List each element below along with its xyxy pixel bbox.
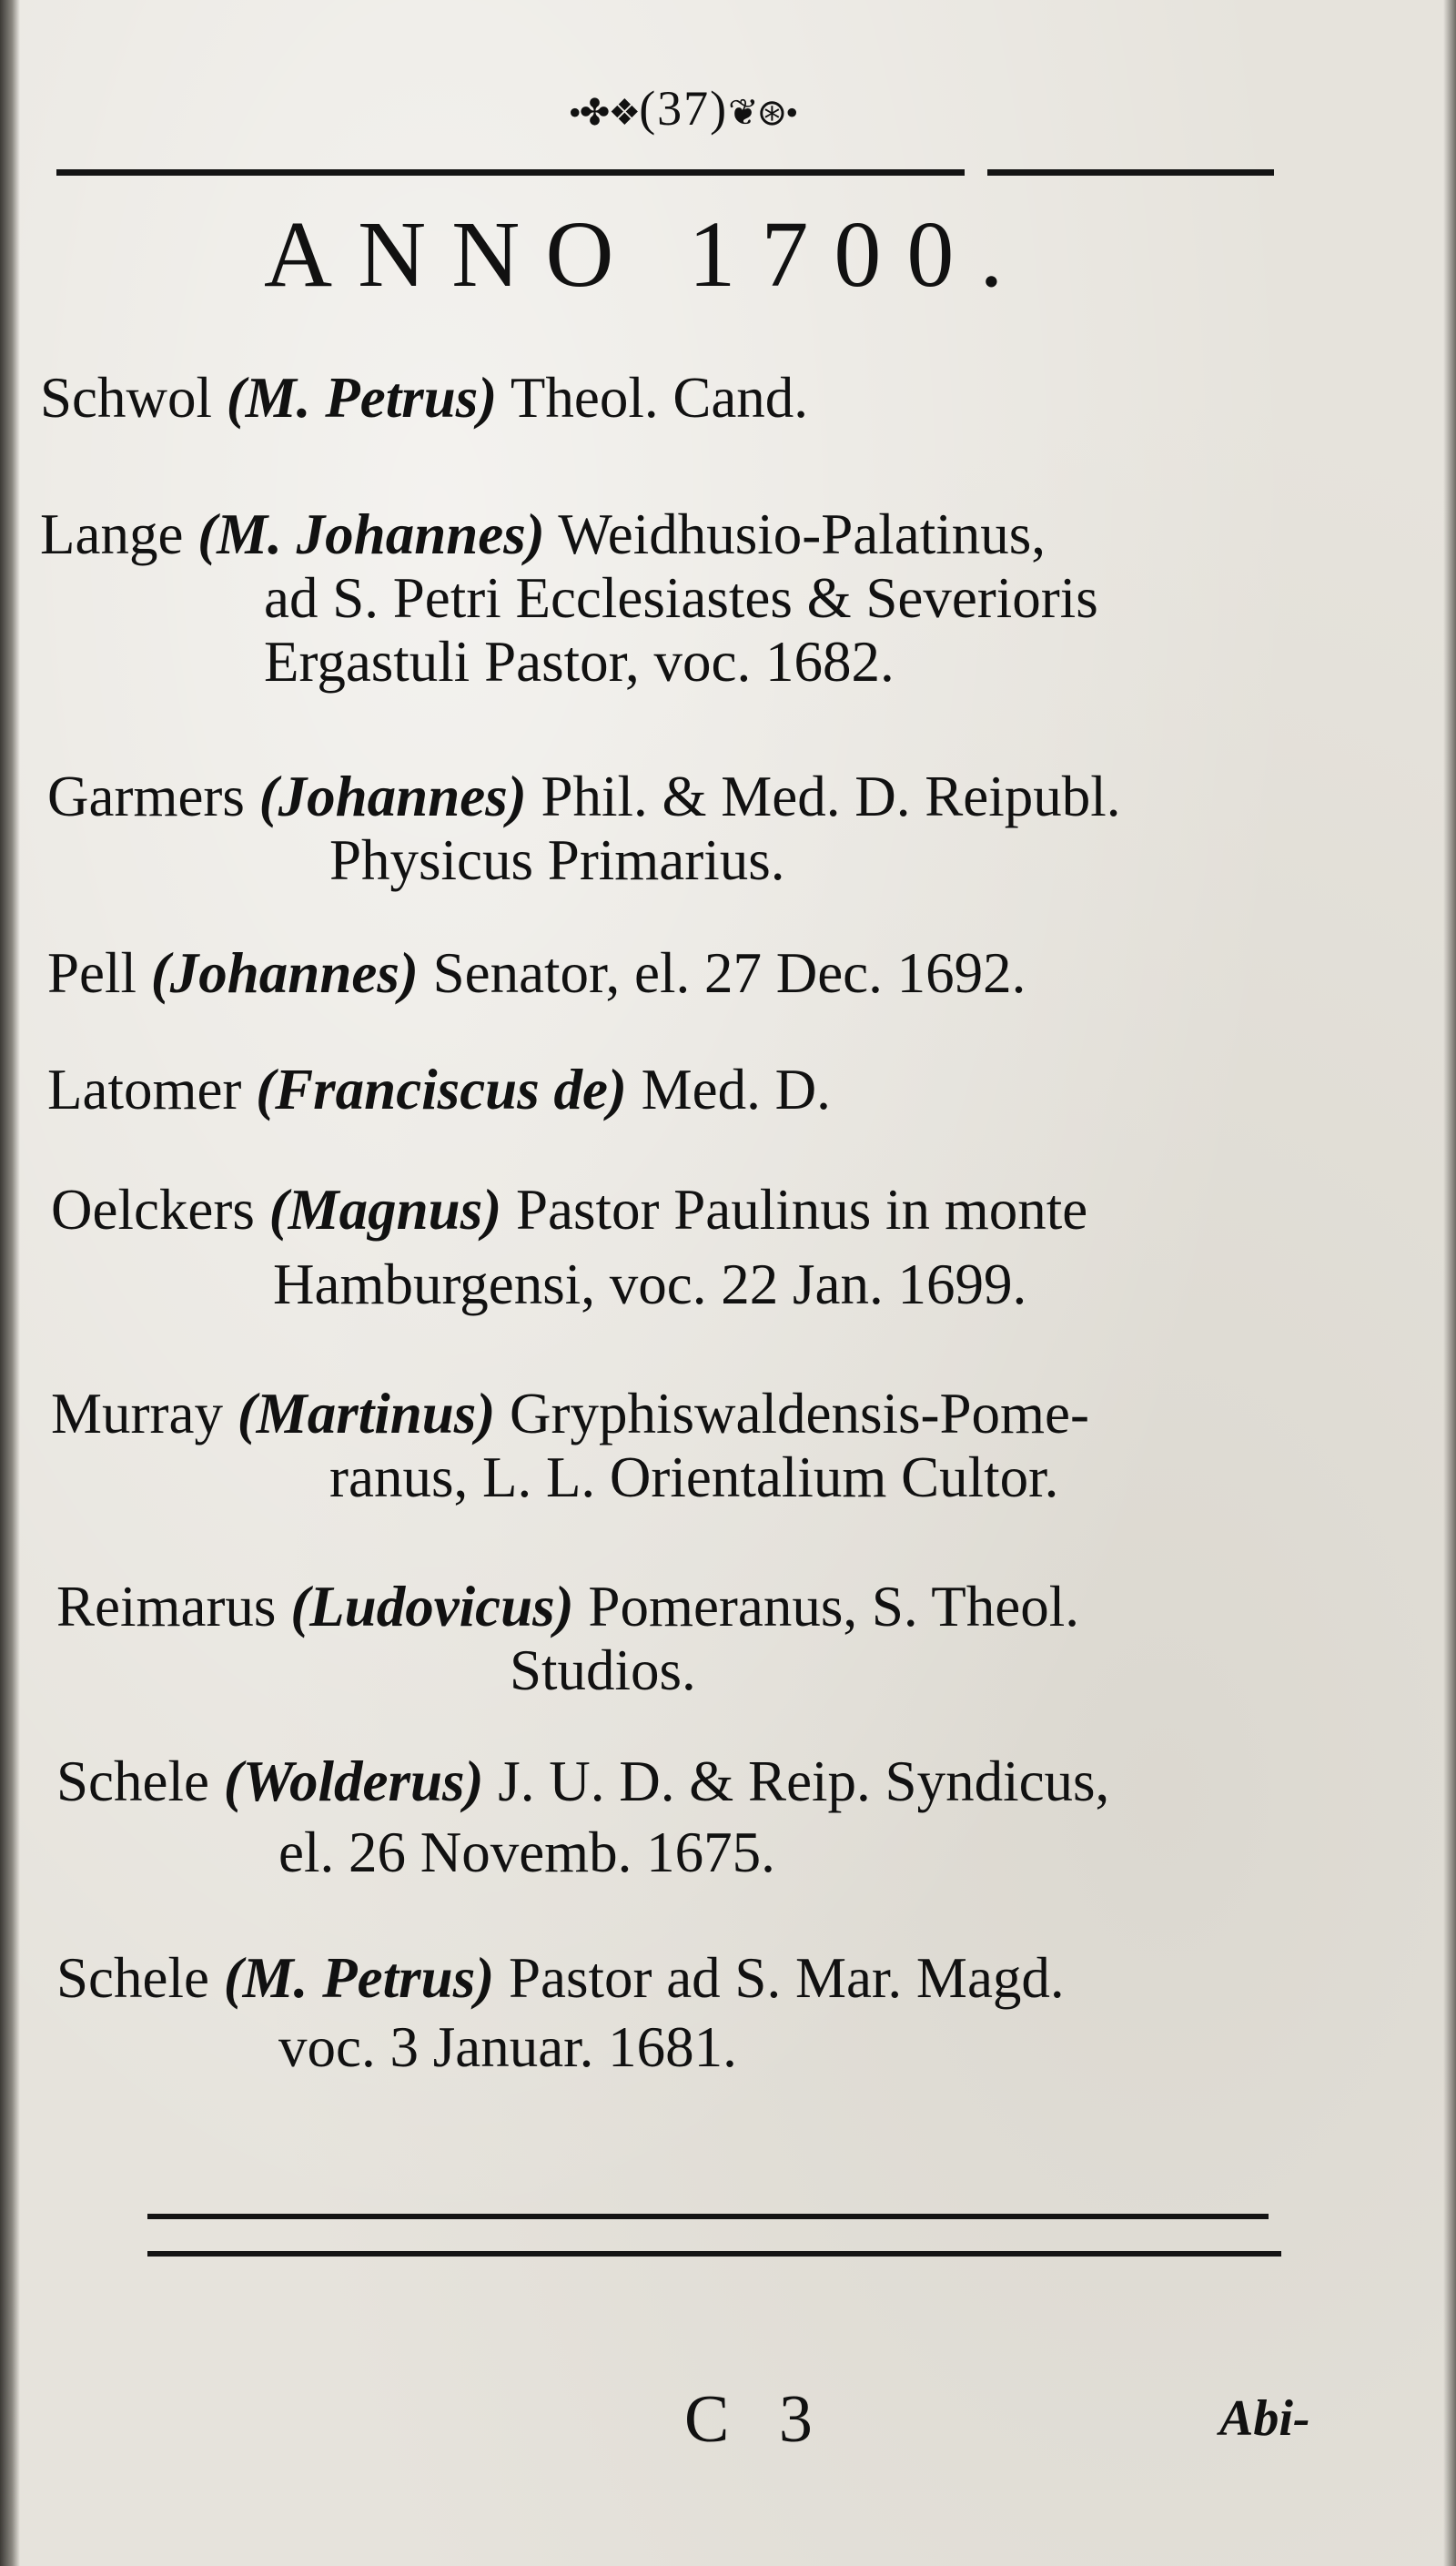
page-edge-left: [0, 0, 20, 2566]
entry-continuation: voc. 3 Januar. 1681.: [278, 2015, 737, 2079]
ornament-left: •✤❖: [568, 92, 640, 133]
entry-name: Schele: [56, 1946, 209, 2010]
entry-parenthetical: (M. Petrus): [223, 1946, 495, 2010]
list-item: [47, 939, 1026, 1007]
entry-parenthetical: (Ludovicus): [290, 1575, 574, 1638]
entry-continuation: Studios.: [510, 1638, 696, 1702]
entry-line: J. U. D. & Reip. Syndicus,: [498, 1750, 1110, 1813]
entry-line: Med. D.: [641, 1058, 831, 1121]
entry-continuation: Ergastuli Pastor, voc. 1682.: [264, 630, 895, 694]
entry-line: Pastor Paulinus in monte: [515, 1178, 1088, 1242]
entry-line: Senator, el. 27 Dec. 1692.: [432, 941, 1026, 1005]
entry-name: Lange: [40, 502, 184, 566]
entry-name: Murray: [51, 1382, 223, 1445]
list-item: [51, 1176, 1087, 1243]
entry-parenthetical: (Magnus): [268, 1178, 502, 1242]
list-item: [56, 1944, 1065, 2012]
entry-parenthetical: (Johannes): [150, 941, 419, 1005]
entry-line: Pastor ad S. Mar. Magd.: [508, 1946, 1065, 2010]
list-item: [51, 1380, 1089, 1447]
entry-name: Reimarus: [56, 1575, 277, 1638]
page-header: [491, 80, 874, 137]
entry-continuation: el. 26 Novemb. 1675.: [278, 1821, 775, 1884]
entry-continuation: ad S. Petri Ecclesiastes & Severioris: [264, 566, 1098, 630]
entry-name: Garmers: [47, 765, 245, 828]
entry-parenthetical: (M. Johannes): [197, 502, 545, 566]
header-rule-right: [987, 169, 1274, 176]
entry-name: Schele: [56, 1750, 209, 1813]
entry-line: Theol. Cand.: [510, 366, 809, 430]
entry-parenthetical: (M. Petrus): [226, 366, 498, 430]
entry-parenthetical: (Johannes): [258, 765, 527, 828]
footer-rule-lower: [147, 2251, 1281, 2257]
entry-parenthetical: (Franciscus de): [256, 1058, 627, 1121]
page-number: (37): [639, 81, 729, 136]
page-title: ANNO 1700.: [264, 202, 1029, 307]
list-item: [40, 501, 1046, 568]
entry-continuation: Physicus Primarius.: [329, 828, 785, 892]
entry-continuation: ranus, L. L. Orientalium Cultor.: [329, 1445, 1059, 1509]
list-item: [40, 364, 808, 431]
entry-line: Pomeranus, S. Theol.: [588, 1575, 1079, 1638]
list-item: [47, 763, 1120, 830]
footer-rule-upper: [147, 2214, 1269, 2219]
entry-name: Pell: [47, 941, 137, 1005]
entry-line: Gryphiswaldensis-Pome-: [510, 1382, 1089, 1445]
catchword: Abi-: [1219, 2390, 1310, 2447]
header-rule-left: [56, 169, 965, 176]
entry-name: Latomer: [47, 1058, 242, 1121]
entry-parenthetical: (Martinus): [237, 1382, 496, 1445]
ornament-right: ❦⊛•: [728, 92, 797, 133]
signature-mark: C 3: [684, 2382, 829, 2457]
page-edge-right: [1443, 0, 1456, 2566]
entry-name: Oelckers: [51, 1178, 255, 1242]
list-item: [56, 1748, 1109, 1815]
entry-continuation: Hamburgensi, voc. 22 Jan. 1699.: [273, 1253, 1027, 1316]
list-item: [47, 1056, 831, 1123]
entry-line: Phil. & Med. D. Reipubl.: [541, 765, 1121, 828]
entry-parenthetical: (Wolderus): [223, 1750, 484, 1813]
entry-line: Weidhusio-Palatinus,: [558, 502, 1046, 566]
entry-name: Schwol: [40, 366, 212, 430]
list-item: [56, 1573, 1079, 1640]
